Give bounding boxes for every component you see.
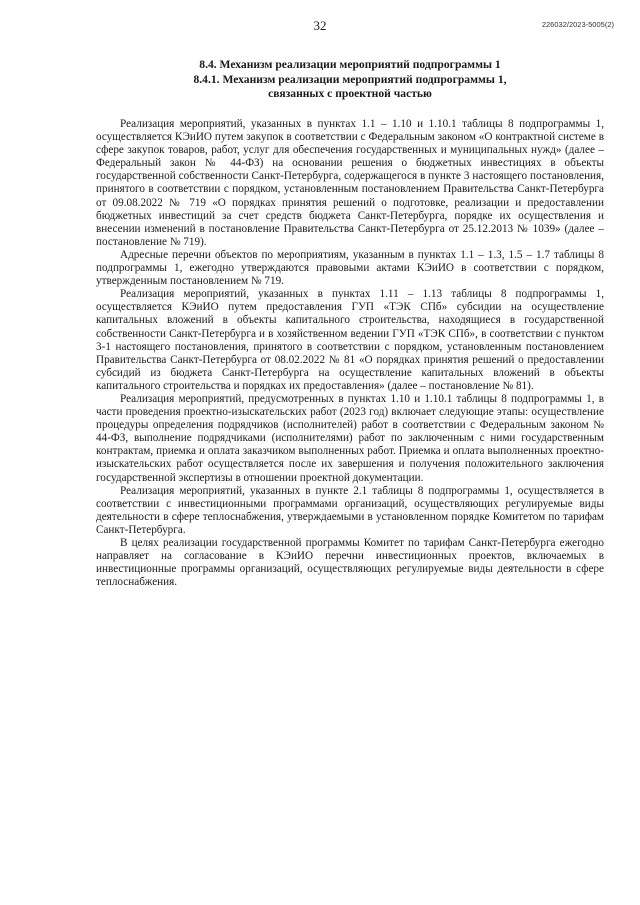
paragraph: Реализация мероприятий, указанных в пунктах 1.1 – 1.10 и 1.10.1 таблицы 8 подпрограммы 1, осуществляется КЭиИО путем закупок в соответствии с Федеральным законом «О контрактной системе в сфере закупок товаров, работ, услуг для обеспечения государственных и муниципальных нужд» (далее – Федеральный закон № 44-ФЗ) на основании решения о бюджетных инвестициях в объекты государственной собственности Санкт-Петербурга, содержащегося в пункте 3 настоящего постановления, принятого в соответствии с порядком, установленным постановлением Правительства Санкт-Петербурга от 09.08.2022 № 719 «О порядках принятия решений о подготовке, реализации и предоставлении бюджетных инвестиций за счет средств бюджета Санкт-Петербурга, порядке их осуществления и внесении изменений в постановление Правительства Санкт-Петербурга от 25.12.2013 № 1039» (далее – постановление № 719).	[96, 118, 604, 248]
paragraph: В целях реализации государственной программы Комитет по тарифам Санкт-Петербурга ежегодно направляет на согласование в КЭиИО перечни инвестиционных проектов, включаемых в инвестиционные программы организаций, осуществляющих регулируемые виды деятельности в сфере теплоснабжения.	[96, 537, 604, 589]
page-number: 32	[313, 18, 327, 33]
paragraph: Реализация мероприятий, предусмотренных в пунктах 1.10 и 1.10.1 таблицы 8 подпрограммы 1, в части проведения проектно-изыскательских работ (2023 год) включает следующие этапы: осуществление процедуры определения подрядчиков (исполнителей) работ в соответствии с Федеральным законом № 44-ФЗ, выполнение подрядчиками (исполнителями) работ по заключенным с ними государственным контрактам, приемка и оплата заказчиком выполненных работ. Приемка и оплата выполненных проектно-изыскательских работ осуществляется после их завершения и получения положительного заключения государственной экспертизы в отношении проектной документации.	[96, 392, 604, 484]
section-heading-8-4-1: 8.4.1. Механизм реализации мероприятий подпрограммы 1,	[193, 72, 507, 86]
document-id: 226032/2023-5005(2)	[541, 20, 614, 29]
document-body	[96, 118, 604, 589]
section-headings	[96, 58, 604, 102]
section-heading-8-4: 8.4. Механизм реализации мероприятий подпрограммы 1	[199, 58, 501, 71]
section-heading-8-4-1-continued: связанных с проектной частью	[268, 87, 432, 101]
paragraph: Адресные перечни объектов по мероприятиям, указанным в пунктах 1.1 – 1.3, 1.5 – 1.7 таблицы 8 подпрограммы 1, ежегодно утверждаются правовыми актами КЭиИО в соответствии с порядком, утвержденным постановлением № 719.	[96, 248, 604, 288]
paragraph: Реализация мероприятий, указанных в пункте 2.1 таблицы 8 подпрограммы 1, осуществляется в соответствии с инвестиционными программами организаций, осуществляющих регулируемые виды деятельности в сфере теплоснабжения, утверждаемыми в установленном порядке Комитетом по тарифам Санкт-Петербурга.	[96, 484, 604, 536]
paragraph: Реализация мероприятий, указанных в пунктах 1.11 – 1.13 таблицы 8 подпрограммы 1, осуществляется КЭиИО путем предоставления ГУП «ТЭК СПб» субсидии на осуществление капитальных вложений в объекты капитального строительства, находящиеся в государственной собственности Санкт-Петербурга и в хозяйственном ведении ГУП «ТЭК СПб», в соответствии с пунктом 3-1 настоящего постановления, принятого в соответствии с порядком, установленным постановлением Правительства Санкт-Петербурга от 08.02.2022 № 81 «О порядках принятия решений о предоставлении субсидий из бюджета Санкт-Петербурга на осуществление капитальных вложений в объекты капитального строительства и порядках их предоставления» (далее – постановление № 81).	[96, 288, 604, 392]
